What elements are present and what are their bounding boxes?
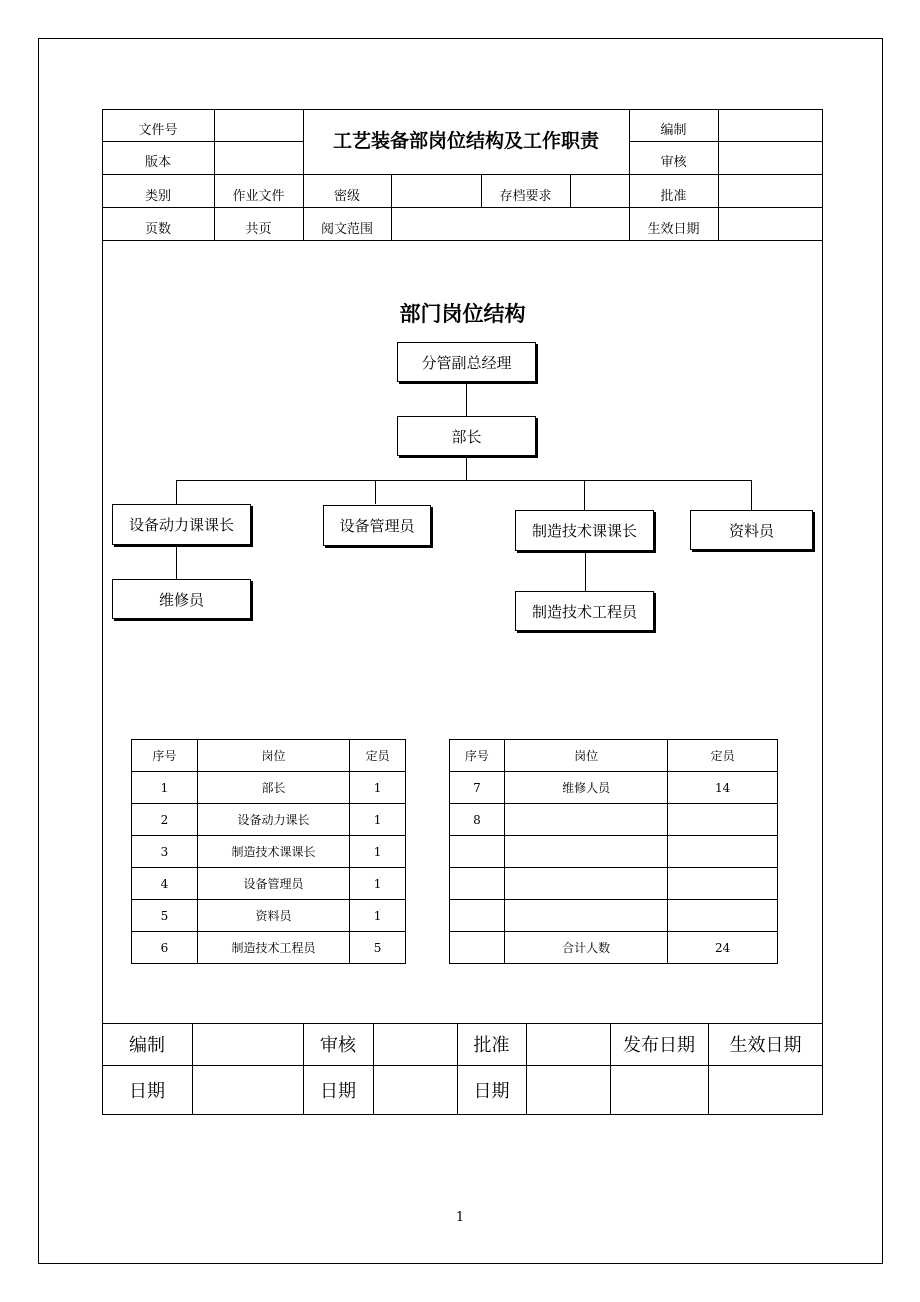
cell-position: 设备动力课长 bbox=[197, 804, 349, 836]
org-node-vice-gm: 分管副总经理 bbox=[397, 342, 536, 382]
table-row bbox=[450, 772, 778, 804]
header-position: 岗位 bbox=[197, 740, 349, 772]
footer-effective-date-label: 生效日期 bbox=[729, 1035, 802, 1056]
category-label: 类别 bbox=[144, 189, 171, 204]
pages-value: 共页 bbox=[245, 222, 272, 237]
cell-quota: 14 bbox=[668, 772, 778, 804]
document-title: 工艺装备部岗位结构及工作职责 bbox=[332, 129, 599, 152]
cell-seq bbox=[450, 900, 505, 932]
org-node-tech-chief: 制造技术课课长 bbox=[515, 510, 654, 551]
table-row bbox=[132, 900, 406, 932]
scope-label: 阅文范围 bbox=[320, 222, 373, 237]
cell-seq: 4 bbox=[132, 868, 198, 900]
effective-label: 生效日期 bbox=[647, 222, 700, 237]
table-row bbox=[450, 900, 778, 932]
table-row bbox=[450, 868, 778, 900]
category-value: 作业文件 bbox=[232, 189, 285, 204]
cell-position bbox=[504, 900, 667, 932]
footer-date-label-3: 日期 bbox=[473, 1081, 510, 1102]
cell-position bbox=[504, 868, 667, 900]
cell-position: 合计人数 bbox=[504, 932, 667, 964]
table-row bbox=[450, 804, 778, 836]
table-header-row bbox=[132, 740, 406, 772]
org-node-equipment-power-chief: 设备动力课课长 bbox=[112, 504, 251, 545]
cell-seq: 5 bbox=[132, 900, 198, 932]
archive-label: 存档要求 bbox=[499, 189, 552, 204]
cell-quota: 1 bbox=[350, 900, 406, 932]
cell-position: 维修人员 bbox=[504, 772, 667, 804]
table-row bbox=[132, 836, 406, 868]
org-chart-title: 部门岗位结构 bbox=[399, 301, 526, 326]
org-node-head: 部长 bbox=[397, 416, 536, 456]
table-row bbox=[450, 836, 778, 868]
header-seq: 序号 bbox=[450, 740, 505, 772]
table-row bbox=[132, 804, 406, 836]
footer-date-label-2: 日期 bbox=[320, 1081, 356, 1102]
table-row bbox=[450, 932, 778, 964]
cell-quota: 5 bbox=[350, 932, 406, 964]
cell-position: 制造技术课课长 bbox=[197, 836, 349, 868]
header-quota: 定员 bbox=[668, 740, 778, 772]
cell-quota: 1 bbox=[350, 804, 406, 836]
cell-position: 部长 bbox=[197, 772, 349, 804]
cell-seq: 1 bbox=[132, 772, 198, 804]
header-quota: 定员 bbox=[350, 740, 406, 772]
staff-table-left bbox=[131, 739, 406, 964]
version-label: 版本 bbox=[144, 154, 171, 170]
footer-approve-label: 批准 bbox=[473, 1035, 510, 1056]
cell-position: 制造技术工程员 bbox=[197, 932, 349, 964]
org-node-maintenance: 维修员 bbox=[112, 579, 251, 619]
footer-review-label: 审核 bbox=[320, 1035, 356, 1056]
header-seq: 序号 bbox=[132, 740, 198, 772]
cell-position: 资料员 bbox=[197, 900, 349, 932]
table-row bbox=[132, 772, 406, 804]
cell-seq bbox=[450, 836, 505, 868]
cell-quota: 1 bbox=[350, 836, 406, 868]
approve-label: 批准 bbox=[660, 189, 687, 204]
review-label: 审核 bbox=[660, 154, 687, 170]
cell-quota: 1 bbox=[350, 772, 406, 804]
compile-label: 编制 bbox=[660, 122, 687, 138]
org-node-equipment-admin: 设备管理员 bbox=[323, 505, 431, 546]
cell-quota bbox=[668, 868, 778, 900]
cell-quota bbox=[668, 836, 778, 868]
doc-no-label: 文件号 bbox=[138, 122, 178, 138]
cell-seq: 6 bbox=[132, 932, 198, 964]
cell-seq: 7 bbox=[450, 772, 505, 804]
cell-position: 设备管理员 bbox=[197, 868, 349, 900]
table-row bbox=[132, 932, 406, 964]
cell-quota: 1 bbox=[350, 868, 406, 900]
secrecy-label: 密级 bbox=[333, 189, 360, 204]
org-node-tech-engineer: 制造技术工程员 bbox=[515, 591, 654, 631]
cell-seq: 8 bbox=[450, 804, 505, 836]
page-number: 1 bbox=[455, 1209, 465, 1225]
pages-label: 页数 bbox=[144, 222, 171, 237]
cell-position bbox=[504, 836, 667, 868]
cell-seq: 2 bbox=[132, 804, 198, 836]
staff-table-right bbox=[449, 739, 778, 964]
header-position: 岗位 bbox=[504, 740, 667, 772]
cell-seq bbox=[450, 868, 505, 900]
footer-publish-date-label: 发布日期 bbox=[623, 1035, 695, 1056]
org-node-data-clerk: 资料员 bbox=[690, 510, 813, 550]
cell-quota: 24 bbox=[668, 932, 778, 964]
footer-date-label-1: 日期 bbox=[129, 1081, 165, 1102]
cell-seq bbox=[450, 932, 505, 964]
cell-seq: 3 bbox=[132, 836, 198, 868]
footer-compile-label: 编制 bbox=[129, 1035, 165, 1056]
cell-quota bbox=[668, 900, 778, 932]
cell-position bbox=[504, 804, 667, 836]
table-row bbox=[132, 868, 406, 900]
cell-quota bbox=[668, 804, 778, 836]
table-header-row bbox=[450, 740, 778, 772]
